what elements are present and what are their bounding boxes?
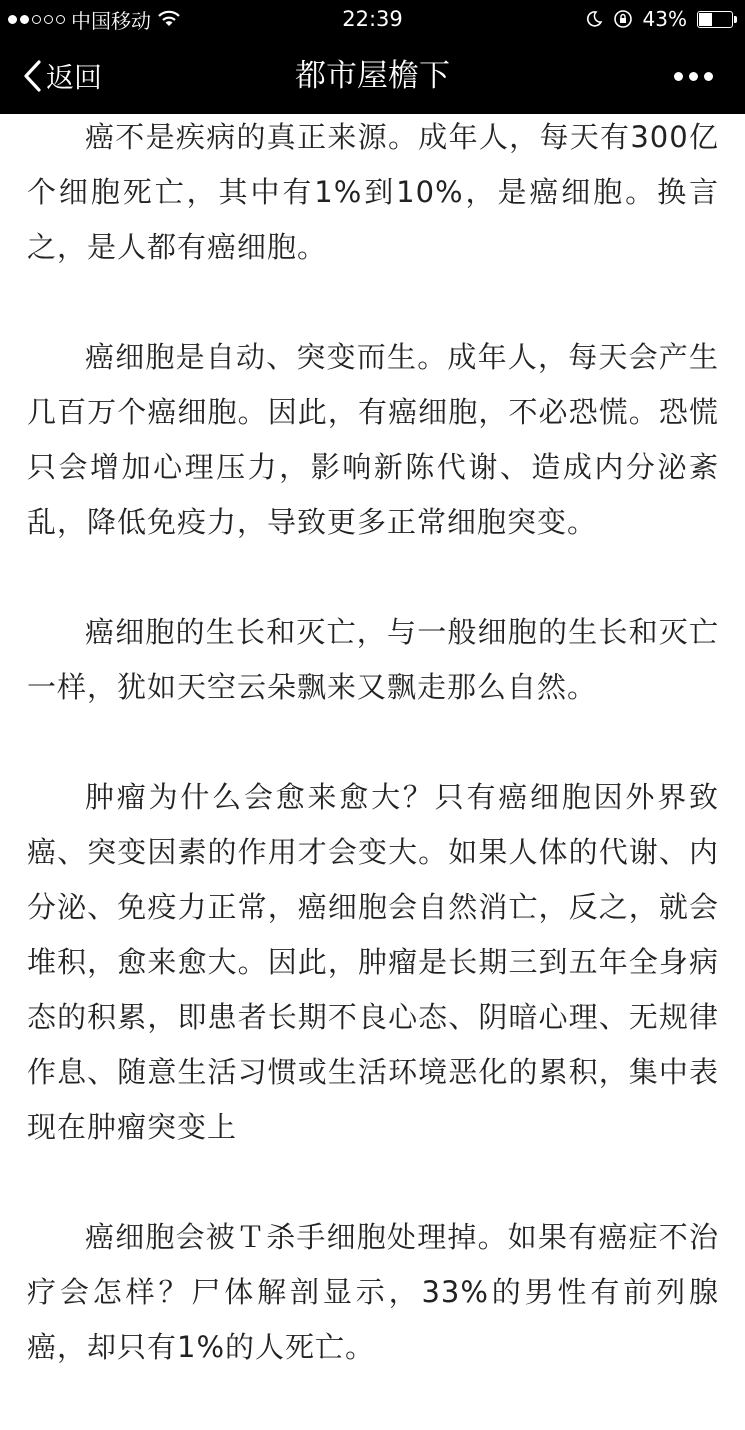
battery-percent: 43% xyxy=(642,7,687,31)
article-body xyxy=(27,110,719,1430)
battery-level-fill xyxy=(699,13,712,26)
article-paragraph: 癌不是疾病的真正来源。成年人，每天有300亿个细胞死亡，其中有1%到10%，是癌细胞。换言之，是人都有癌细胞。 xyxy=(27,120,719,264)
status-time: 22:39 xyxy=(342,7,403,31)
chevron-left-icon xyxy=(22,59,42,93)
nav-bar xyxy=(0,38,745,114)
back-button[interactable] xyxy=(22,38,102,114)
article-content[interactable] xyxy=(0,114,745,1364)
article-paragraph: 癌细胞会被Ｔ杀手细胞处理掉。如果有癌症不治疗会怎样？尸体解剖显示，33%的男性有前列腺癌，却只有1%的人死亡。 xyxy=(27,1220,719,1364)
status-right xyxy=(585,0,733,38)
rotation-lock-icon xyxy=(613,9,633,29)
status-bar xyxy=(0,0,745,38)
page-title: 都市屋檐下 xyxy=(295,58,450,94)
battery-icon xyxy=(697,11,733,28)
carrier-label: 中国移动 xyxy=(71,8,151,33)
back-label: 返回 xyxy=(46,61,103,94)
article-paragraph: 肿瘤为什么会愈来愈大？只有癌细胞因外界致癌、突变因素的作用才会变大。如果人体的代谢、内分泌、免疫力正常，癌细胞会自然消亡，反之，就会堆积，愈来愈大。因此，肿瘤是长期三到五年全身病态的积累，即患者长期不良心态、阴暗心理、无规律作息、随意生活习惯或生活环境恶化的累积，集中表现在肿瘤突变上 xyxy=(27,780,719,1144)
article-paragraph: 癌细胞的生长和灭亡，与一般细胞的生长和灭亡一样，犹如天空云朵飘来又飘走那么自然。 xyxy=(27,615,719,704)
more-dots-icon[interactable] xyxy=(674,38,713,114)
article-paragraph: 癌细胞是自动、突变而生。成年人，每天会产生几百万个癌细胞。因此，有癌细胞，不必恐慌。恐慌只会增加心理压力，影响新陈代谢、造成内分泌紊乱，降低免疫力，导致更多正常细胞突变。 xyxy=(27,340,719,539)
moon-icon xyxy=(585,10,603,28)
